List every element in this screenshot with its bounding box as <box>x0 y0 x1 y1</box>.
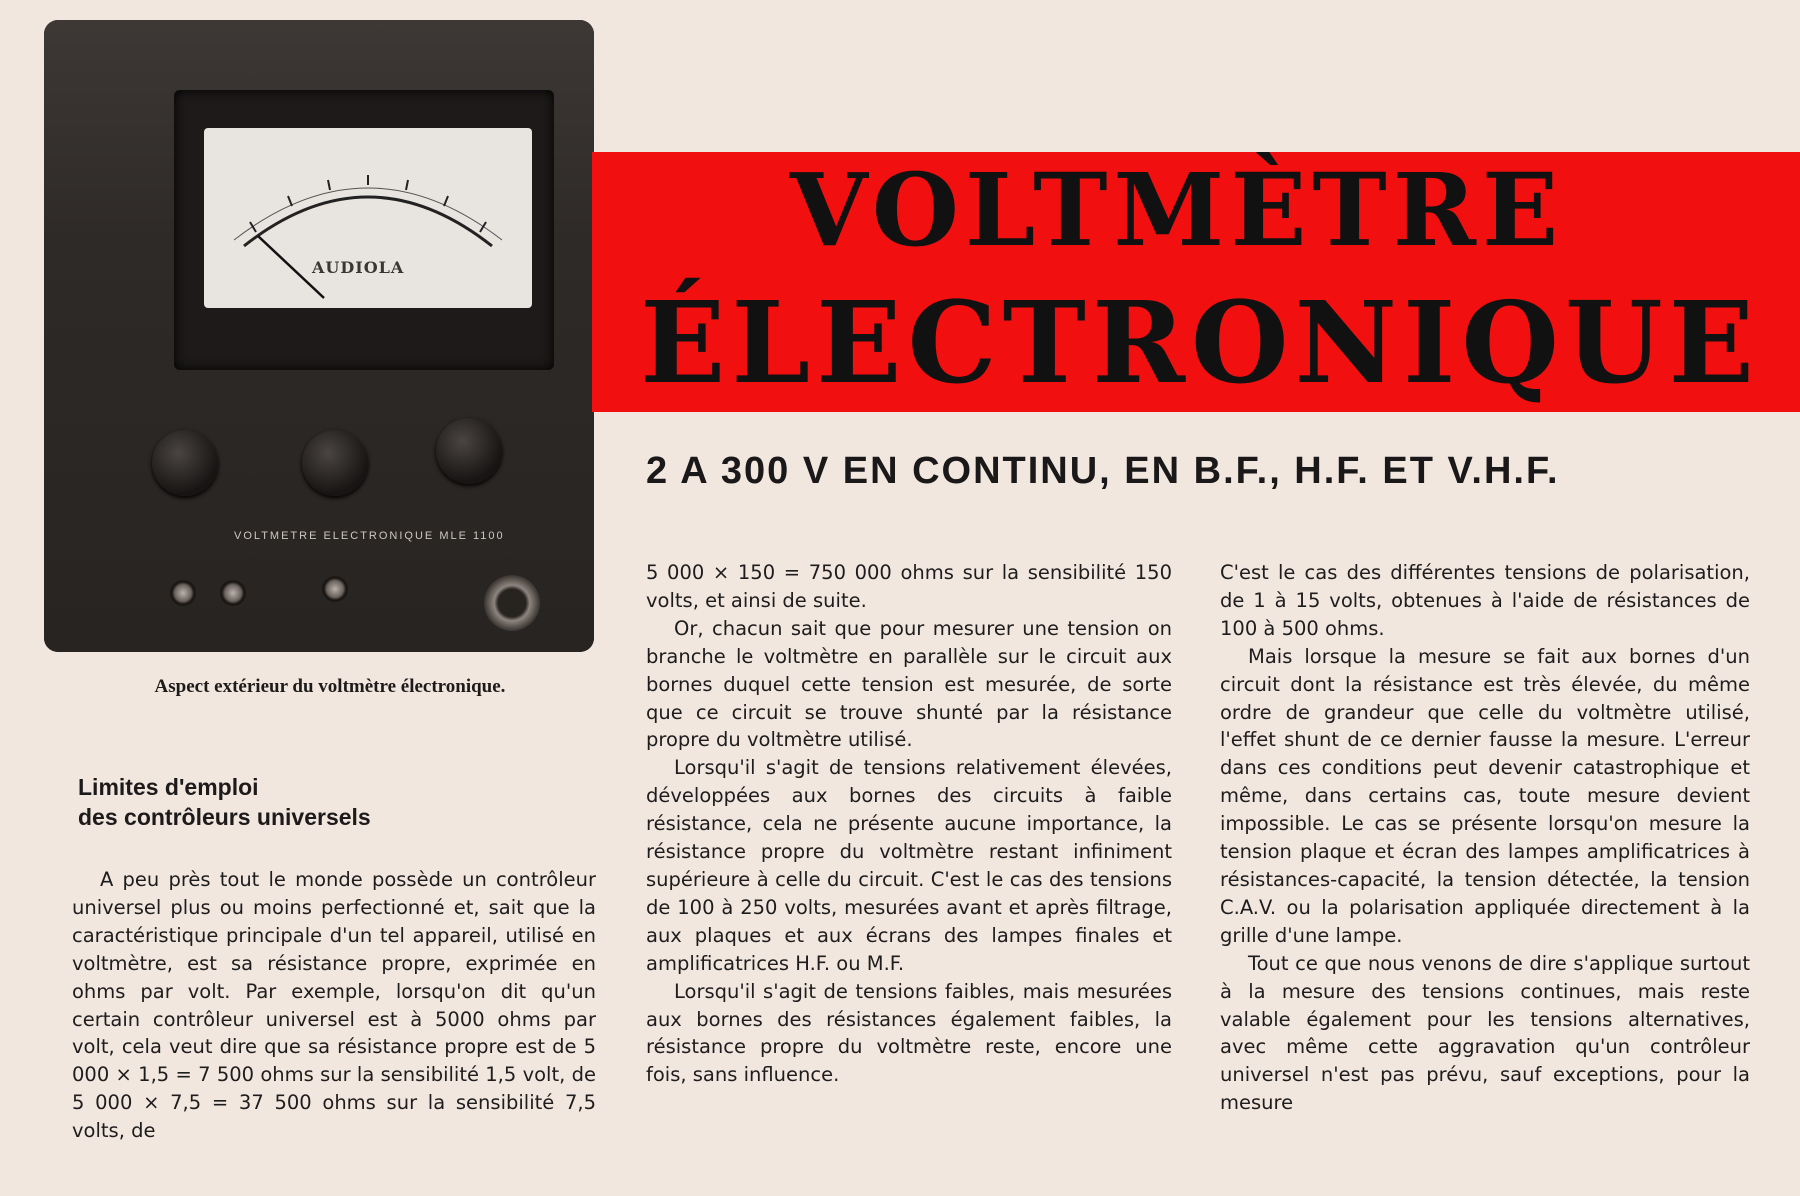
input-jack-icon <box>220 580 246 606</box>
range-knob-middle-icon <box>302 430 368 496</box>
voltmeter-photo <box>44 20 594 652</box>
text-column-2 <box>646 559 1172 1189</box>
title-line-1: VOLTMÈTRE <box>790 151 1565 269</box>
paragraph: Tout ce que nous venons de dire s'applique surtout à la mesure des tensions continues, mais reste valable également pour les tensions alternatives, avec même cette aggravation qu'un contrôleur universel n'est pas prévu, sauf exceptions, pour la mesure <box>1220 951 1750 1115</box>
paragraph: A peu près tout le monde possède un contrôleur universel plus ou moins perfectionné et, sait que la caractéristique principale d'un tel appareil, utilisé en voltmètre, est sa résistance propre, exprimée en ohms par volt. Par exemple, lorsqu'on dit qu'un certain contrôleur universel est à 5000 ohms par volt, cela veut dire que sa résistance propre est de 5 000 × 1,5 = 7 500 ohms sur la sensibilité 1,5 volt, de 5 000 × 7,5 = 37 500 ohms sur la sensibilité 7,5 volts, de <box>72 868 596 1143</box>
section-heading-line-2: des contrôleurs universels <box>78 804 371 830</box>
panel-label: VOLTMETRE ELECTRONIQUE MLE 1100 <box>234 530 505 542</box>
dial-scale-icon <box>204 128 532 308</box>
range-knob-left-icon <box>152 430 218 496</box>
paragraph: Lorsqu'il s'agit de tensions faibles, mais mesurées aux bornes des résistances également faibles, la résistance propre du voltmètre reste, encore une fois, sans influence. <box>646 979 1172 1087</box>
title-line-2: ÉLECTRONIQUE <box>640 278 1760 409</box>
photo-caption: Aspect extérieur du voltmètre électronique. <box>154 676 506 697</box>
paragraph: C'est le cas des différentes tensions de polarisation, de 1 à 15 volts, obtenues à l'aide de résistances de 100 à 500 ohms. <box>1220 561 1750 640</box>
paragraph: 5 000 × 150 = 750 000 ohms sur la sensibilité 150 volts, et ainsi de suite. <box>646 561 1172 612</box>
section-heading <box>78 772 518 832</box>
subtitle: 2 A 300 V EN CONTINU, EN B.F., H.F. ET V.H.F. <box>646 450 1560 492</box>
text-column-1 <box>72 866 596 1186</box>
paragraph: Lorsqu'il s'agit de tensions relativement élevées, développées aux bornes des circuits à faible résistance, cela ne présente aucune importance, la résistance propre du voltmètre restant infiniment supérieure à celle du circuit. C'est le cas des tensions de 100 à 250 volts, mesurées avant et après filtrage, aux plaques et aux écrans des lampes finales et amplificatrices H.F. ou M.F. <box>646 756 1172 975</box>
meter-dial <box>204 128 532 308</box>
probe-connector-icon <box>484 575 540 631</box>
input-jack-icon <box>170 580 196 606</box>
text-column-3 <box>1220 559 1750 1189</box>
input-jack-icon <box>322 576 348 602</box>
dial-brand: AUDIOLA <box>312 258 405 277</box>
section-heading-line-1: Limites d'emploi <box>78 774 259 800</box>
range-knob-right-icon <box>436 418 502 484</box>
paragraph: Or, chacun sait que pour mesurer une tension on branche le voltmètre en parallèle sur le circuit aux bornes duquel cette tension est mesurée, de sorte que ce circuit se trouve shunté par la résistance propre du voltmètre utilisé. <box>646 616 1172 752</box>
paragraph: Mais lorsque la mesure se fait aux bornes d'un circuit dont la résistance est très élevée, du même ordre de grandeur que celle du voltmètre utilisé, l'effet shunt de ce dernier fausse la mesure. L'erreur dans ces conditions peut devenir catastrophique et même, dans certains cas, toute mesure devient impossible. Le cas se présente lorsqu'on mesure la tension plaque et écran des lampes amplificatrices à résistances-capacité, la tension détectée, la tension C.A.V. ou la polarisation appliquée directement à la grille d'une lampe. <box>1220 644 1750 947</box>
